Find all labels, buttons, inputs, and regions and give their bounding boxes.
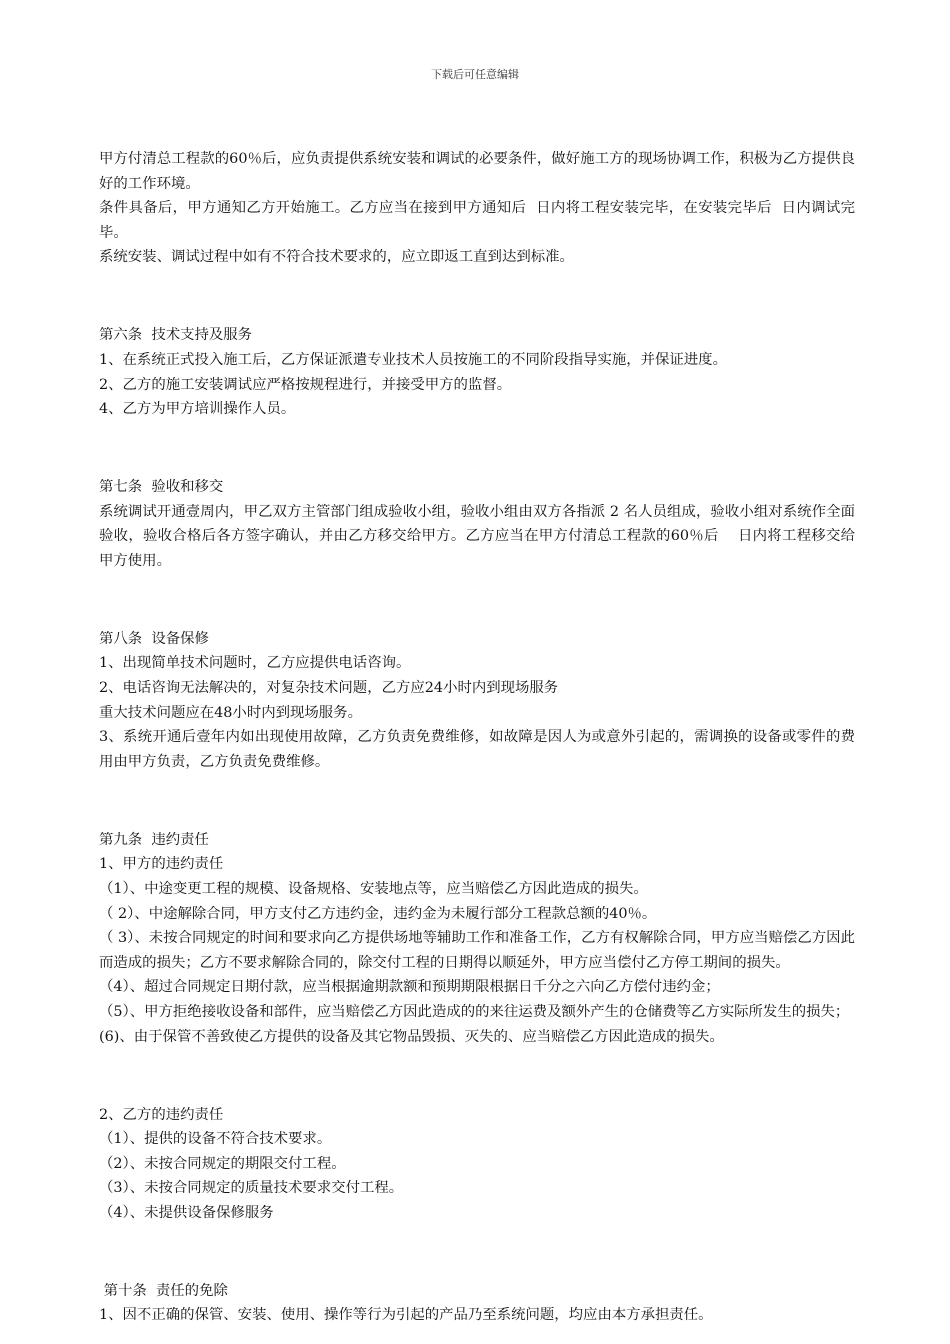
paragraph: 4、乙方为甲方培训操作人员。 xyxy=(99,401,296,418)
paragraph: （4）、超过合同规定日期付款，应当根据逾期款额和预期期限根据日千分之六向乙方偿付违约金； xyxy=(99,979,720,996)
paragraph: 1、因不正确的保管、安装、使用、操作等行为引起的产品乃至系统问题，均应由本方承担责任。 xyxy=(99,1307,713,1324)
paragraph: （ 3）、未按合同规定的时间和要求向乙方提供场地等辅助工作和准备工作，乙方有权解除合同，甲方应当赔偿乙方因此而造成的损失；乙方不要求解除合同的，除交付工程的日期得以顺延外，甲方应当偿付乙方停工期间的损失。 xyxy=(99,930,855,971)
paragraph: 条件具备后，甲方通知乙方开始施工。乙方应当在接到甲方通知后 日内将工程安装完毕，在安装完毕后 日内调试完毕。 xyxy=(99,200,855,241)
paragraph: 重大技术问题应在48小时内到现场服务。 xyxy=(99,704,362,721)
section-heading: 第九条 违约责任 xyxy=(99,831,209,848)
section-heading: 第八条 设备保修 xyxy=(99,630,209,647)
paragraph: 系统安装、调试过程中如有不符合技术要求的，应立即返工直到达到标准。 xyxy=(99,249,574,266)
paragraph: 系统调试开通壹周内，甲乙双方主管部门组成验收小组，验收小组由双方各指派 2 名人员组成，验收小组对系统作全面验收，验收合格后各方签字确认，并由乙方移交给甲方。乙方应当在甲方付清总工程款的60％后 日内将工程移交给甲方使用。 xyxy=(99,503,855,569)
paragraph: 1、甲方的违约责任 xyxy=(99,856,224,873)
paragraph: 2、乙方的违约责任 xyxy=(99,1106,224,1123)
paragraph: 2、电话咨询无法解决的，对复杂技术问题，乙方应24小时内到现场服务 xyxy=(99,680,559,697)
section-heading: 第十条 责任的免除 xyxy=(99,1282,228,1299)
paragraph-spacer xyxy=(99,1240,855,1265)
section-heading: 第七条 验收和移交 xyxy=(99,479,224,496)
paragraph: （5）、甲方拒绝接收设备和部件，应当赔偿乙方因此造成的的来往运费及额外产生的仓储费等乙方实际所发生的损失； xyxy=(99,1003,850,1020)
paragraph: 3、系统开通后壹年内如出现使用故障，乙方负责免费维修，如故障是因人为或意外引起的，需调换的设备或零件的费用由甲方负责，乙方负责免费维修。 xyxy=(99,729,855,770)
page-header: 下载后可任意编辑 xyxy=(431,68,519,81)
paragraph-spacer xyxy=(99,436,855,461)
paragraph-spacer xyxy=(99,789,855,814)
section-heading: 第六条 技术支持及服务 xyxy=(99,327,253,344)
paragraph: （1）、提供的设备不符合技术要求。 xyxy=(99,1131,332,1148)
document-body xyxy=(99,147,855,1328)
paragraph: 2、乙方的施工安装调试应严格按规程进行，并接受甲方的监督。 xyxy=(99,376,512,393)
paragraph: （1）、中途变更工程的规模、设备规格、安装地点等，应当赔偿乙方因此造成的损失。 xyxy=(99,880,648,897)
paragraph-spacer xyxy=(99,1064,855,1089)
paragraph: 甲方付清总工程款的60％后，应负责提供系统安装和调试的必要条件，做好施工方的现场协调工作，积极为乙方提供良好的工作环境。 xyxy=(99,151,855,192)
paragraph-spacer xyxy=(99,284,855,309)
paragraph-spacer xyxy=(99,588,855,613)
paragraph: 1、出现简单技术问题时，乙方应提供电话咨询。 xyxy=(99,655,411,672)
paragraph: （3）、未按合同规定的质量技术要求交付工程。 xyxy=(99,1180,404,1197)
paragraph: （4）、未提供设备保修服务 xyxy=(99,1204,274,1221)
paragraph: （ 2）、中途解除合同，甲方支付乙方违约金，违约金为未履行部分工程款总额的40％。 xyxy=(99,905,657,922)
paragraph: (6)、由于保管不善致使乙方提供的设备及其它物品毁损、灭失的、应当赔偿乙方因此造成的损失。 xyxy=(99,1028,724,1045)
paragraph: 1、在系统正式投入施工后，乙方保证派遣专业技术人员按施工的不同阶段指导实施，并保证进度。 xyxy=(99,351,727,368)
paragraph: （2）、未按合同规定的期限交付工程。 xyxy=(99,1155,346,1172)
